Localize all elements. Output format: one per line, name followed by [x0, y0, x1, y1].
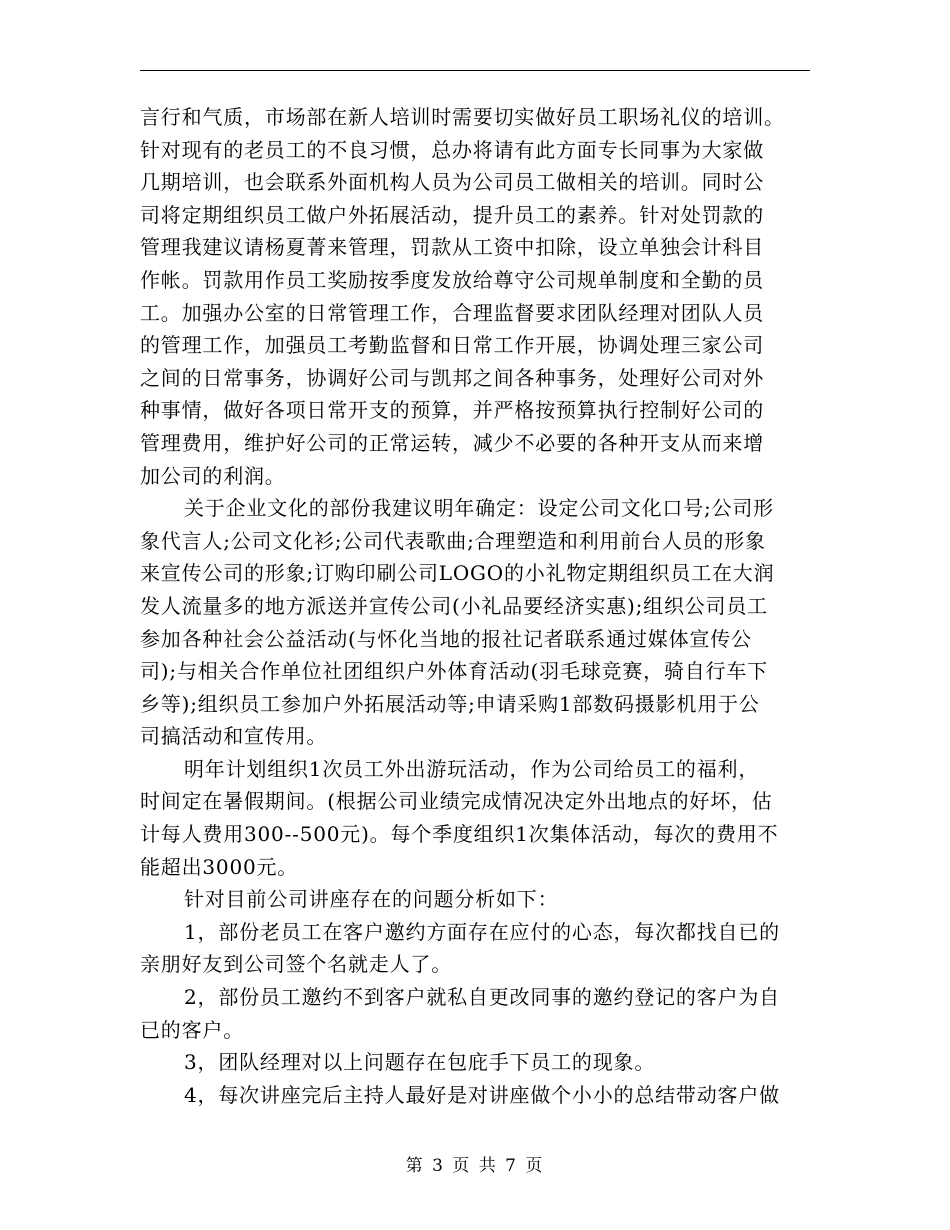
paragraph-start-line: 3，团队经理对以上问题存在包庇手下员工的现象。 — [184, 1050, 656, 1075]
text-line: 司搞活动和宣传用。 — [140, 724, 328, 749]
text-line: 工。加强办公室的日常管理工作，合理监督要求团队经理对团队人员 — [140, 300, 764, 325]
document-body — [140, 101, 812, 1111]
text-line: 已的客户。 — [140, 1017, 244, 1042]
text-line: 言行和气质，市场部在新人培训时需要切实做好员工职场礼仪的培训。 — [140, 105, 785, 129]
text-line: 管理费用，维护好公司的正常运转，减少不必要的各种开支从而来增 — [140, 430, 764, 455]
paragraph-start-line: 1，部份老员工在客户邀约方面存在应付的心态，每次都找自已的 — [184, 919, 780, 944]
text-line: 作帐。罚款用作员工奖励按季度发放给尊守公司规单制度和全勤的员 — [140, 267, 764, 292]
paragraph-start-line: 关于企业文化的部份我建议明年确定：设定公司文化口号;公司形 — [184, 496, 774, 521]
text-line: 管理我建议请杨夏菁来管理，罚款从工资中扣除，设立单独会计科目 — [140, 235, 764, 260]
text-line: 时间定在暑假期间。(根据公司业绩完成情况决定外出地点的好坏，估 — [140, 789, 773, 814]
text-line: 能超出3000元。 — [140, 854, 299, 879]
text-line: 司);与相关合作单位社团组织户外体育活动(羽毛球竞赛，骑自行车下 — [140, 659, 768, 684]
page-footer: 第 3 页 共 7 页 — [405, 1156, 545, 1176]
header-rule — [140, 70, 810, 71]
text-line: 几期培训，也会联系外面机构人员为公司员工做相关的培训。同时公 — [140, 170, 764, 195]
paragraph-start-line: 针对目前公司讲座存在的问题分析如下： — [184, 887, 559, 912]
text-line: 参加各种社会公益活动(与怀化当地的报社记者联系通过媒体宣传公 — [140, 626, 752, 651]
text-line: 种事情，做好各项日常开支的预算，并严格按预算执行控制好公司的 — [140, 398, 764, 423]
text-line: 针对现有的老员工的不良习惯，总办将请有此方面专长同事为大家做 — [140, 137, 764, 162]
paragraph-start-line: 明年计划组织1次员工外出游玩活动，作为公司给员工的福利， — [184, 756, 760, 781]
text-line: 发人流量多的地方派送并宣传公司(小礼品要经济实惠);组织公司员工 — [140, 593, 768, 618]
text-line: 司将定期组织员工做户外拓展活动，提升员工的素养。针对处罚款的 — [140, 202, 764, 227]
text-line: 亲朋好友到公司签个名就走人了。 — [140, 952, 452, 977]
text-line: 计每人费用300--500元)。每个季度组织1次集体活动，每次的费用不 — [140, 822, 779, 847]
text-line: 加公司的利润。 — [140, 463, 286, 488]
text-line: 乡等);组织员工参加户外拓展活动等;申请采购1部数码摄影机用于公 — [140, 691, 760, 716]
text-line: 象代言人;公司文化衫;公司代表歌曲;合理塑造和利用前台人员的形象 — [140, 528, 766, 553]
text-line: 之间的日常事务，协调好公司与凯邦之间各种事务，处理好公司对外 — [140, 365, 764, 390]
paragraph-start-line: 4，每次讲座完后主持人最好是对讲座做个小小的总结带动客户做 — [184, 1082, 780, 1107]
text-line: 的管理工作，加强员工考勤监督和日常工作开展，协调处理三家公司 — [140, 333, 764, 358]
text-line: 来宣传公司的形象;订购印刷公司LOGO的小礼物定期组织员工在大润 — [140, 561, 775, 586]
paragraph-start-line: 2，部份员工邀约不到客户就私自更改同事的邀约登记的客户为自 — [184, 985, 780, 1010]
